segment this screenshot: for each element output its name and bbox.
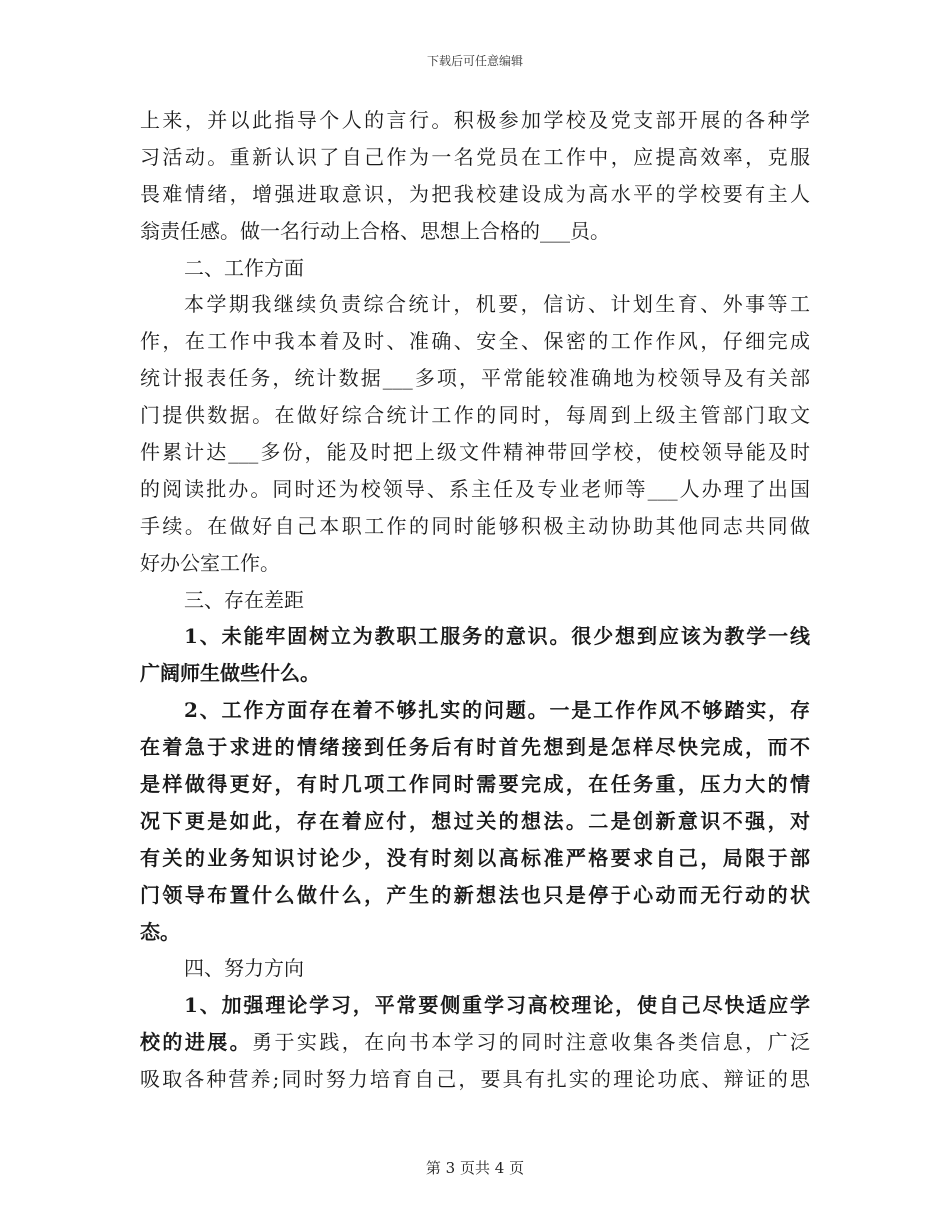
text-line: 统计报表任务，统计数据___多项，平常能较准确地为校领导及有关部 <box>140 366 810 391</box>
page-header: 下载后可任意编辑 <box>426 54 523 68</box>
text-line: 好办公室工作。 <box>140 550 280 575</box>
text-line: 畏难情绪，增强进取意识，为把我校建设成为高水平的学校要有主人 <box>140 181 810 206</box>
document-body <box>140 102 810 1098</box>
page-footer: 第 3 页共 4 页 <box>425 1159 525 1177</box>
text-line: 1、加强理论学习，平常要侧重学习高校理论，使自己尽快适应学 <box>184 993 810 1018</box>
text-line: 二、工作方面 <box>184 255 304 280</box>
text-line: 习活动。重新认识了自己作为一名党员在工作中，应提高效率，克服 <box>140 144 810 169</box>
text-line: 四、努力方向 <box>184 956 304 981</box>
text-line: 门提供数据。在做好综合统计工作的同时，每周到上级主管部门取文 <box>140 403 810 428</box>
text-line: 上来，并以此指导个人的言行。积极参加学校及党支部开展的各种学 <box>140 108 810 132</box>
text-line: 态。 <box>140 919 180 944</box>
bold-fragment: 校的进展。 <box>140 1030 253 1055</box>
text-line: 三、存在差距 <box>184 587 304 612</box>
text-line: 吸取各种营养;同时努力培育自己，要具有扎实的理论功底、辩证的思 <box>140 1067 810 1092</box>
text-line: 作，在工作中我本着及时、准确、安全、保密的工作作风，仔细完成 <box>140 329 810 354</box>
text-fragment: 勇于实践，在向书本学习的同时注意收集各类信息，广泛 <box>252 1030 811 1055</box>
text-line: 件累计达___多份，能及时把上级文件精神带回学校，使校领导能及时 <box>140 440 810 465</box>
text-line: 的阅读批办。同时还为校领导、系主任及专业老师等___人办理了出国 <box>140 476 810 501</box>
text-line: 有关的业务知识讨论少，没有时刻以高标准严格要求自己，局限于部 <box>140 845 810 870</box>
text-line: 手续。在做好自己本职工作的同时能够积极主动协助其他同志共同做 <box>140 513 810 538</box>
text-line: 2、工作方面存在着不够扎实的问题。一是工作作风不够踏实，存 <box>184 698 810 723</box>
text-line <box>140 1024 810 1061</box>
text-line: 本学期我继续负责综合统计，机要，信访、计划生育、外事等工 <box>184 292 810 317</box>
text-line: 1、未能牢固树立为教职工服务的意识。很少想到应该为教学一线 <box>184 624 810 649</box>
text-line: 况下更是如此，存在着应付，想过关的想法。二是创新意识不强，对 <box>140 808 810 833</box>
text-line: 在着急于求进的情绪接到任务后有时首先想到是怎样尽快完成，而不 <box>140 735 810 760</box>
text-line: 门领导布置什么做什么，产生的新想法也只是停于心动而无行动的状 <box>140 882 810 907</box>
text-line: 广阔师生做些什么。 <box>140 661 320 686</box>
text-line: 翁责任感。做一名行动上合格、思想上合格的___员。 <box>140 218 610 243</box>
text-line: 是样做得更好，有时几项工作同时需要完成，在任务重，压力大的情 <box>140 772 810 797</box>
